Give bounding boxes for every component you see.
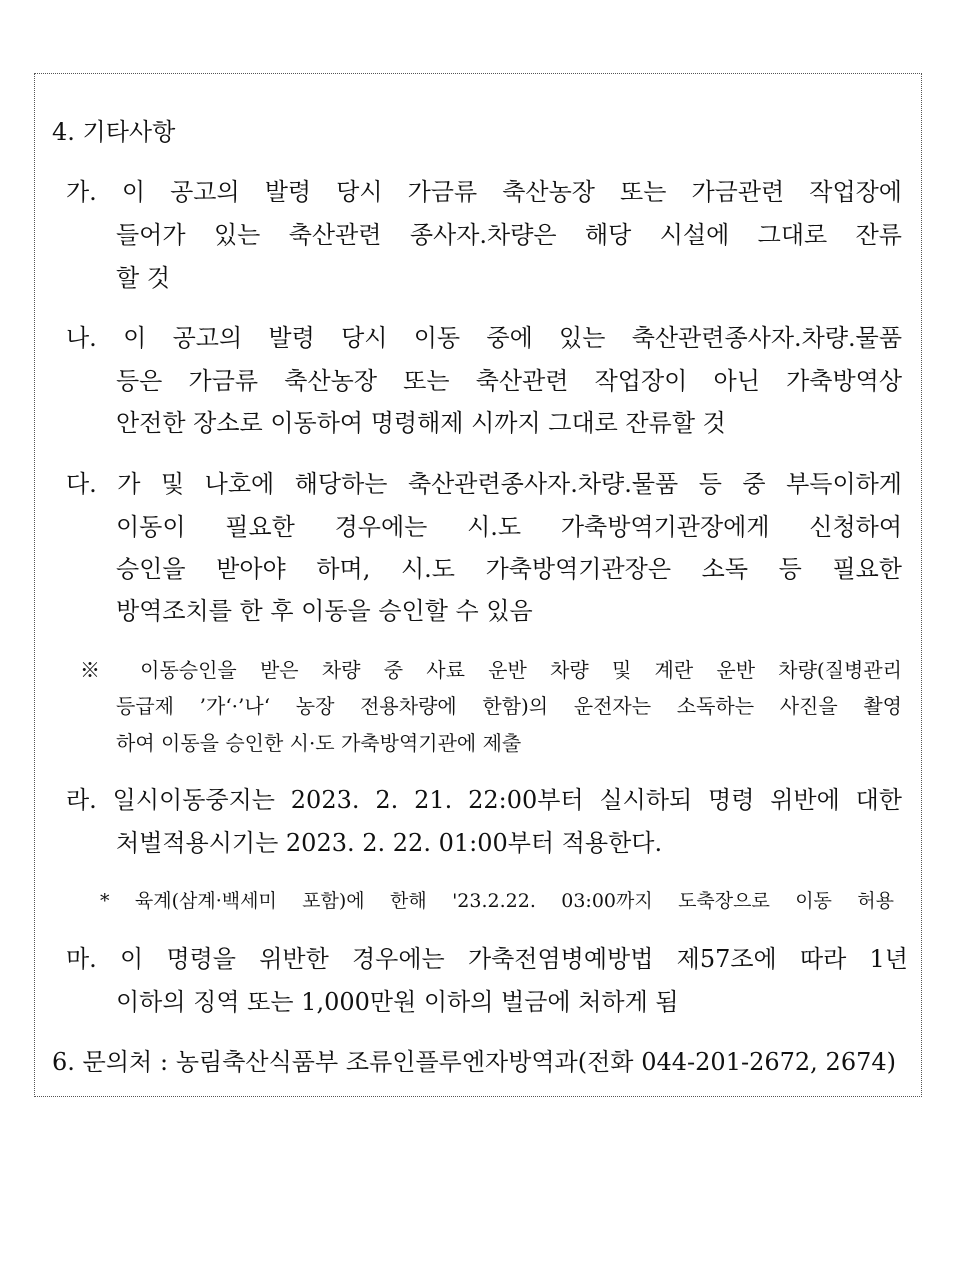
item-ma-line-1: 마. 이 명령을 위반한 경우에는 가축전염병예방법 제57조에 따라 1년 [66, 945, 908, 973]
note-da-line-3: 하여 이동을 승인한 시·도 가축방역기관에 제출 [116, 731, 522, 755]
note-da-line-2: 등급제 ’가‘·’나‘ 농장 전용차량에 한함)의 운전자는 소독하는 사진을 촬영 [116, 694, 902, 718]
item-na-line-2: 등은 가금류 축산농장 또는 축산관련 작업장이 아닌 가축방역상 [116, 367, 902, 395]
item-ra-line-1: 라. 일시이동중지는 2023. 2. 21. 22:00부터 실시하되 명령 위반에 대한 [66, 786, 902, 814]
item-da-line-1: 다. 가 및 나호에 해당하는 축산관련종사자.차량.물품 등 중 부득이하게 [66, 470, 902, 498]
contact-line: 6. 문의처 : 농림축산식품부 조류인플루엔자방역과(전화 044-201-2672, 2674) [52, 1048, 896, 1076]
item-da-line-4: 방역조치를 한 후 이동을 승인할 수 있음 [116, 597, 533, 625]
note-ra: * 육계(삼계·백세미 포함)에 한해 '23.2.22. 03:00까지 도축장으로 이동 허용 [100, 890, 894, 912]
item-da-line-3: 승인을 받아야 하며, 시.도 가축방역기관장은 소독 등 필요한 [116, 555, 902, 583]
item-ga-line-1: 가. 이 공고의 발령 당시 가금류 축산농장 또는 가금관련 작업장에 [66, 178, 902, 206]
item-na-line-3: 안전한 장소로 이동하여 명령해제 시까지 그대로 잔류할 것 [116, 409, 726, 437]
item-ma-line-2: 이하의 징역 또는 1,000만원 이하의 벌금에 처하게 됨 [116, 988, 679, 1016]
item-ga-line-2: 들어가 있는 축산관련 종사자.차량은 해당 시설에 그대로 잔류 [116, 221, 902, 249]
item-da-line-2: 이동이 필요한 경우에는 시.도 가축방역기관장에게 신청하여 [116, 513, 902, 541]
section-heading: 4. 기타사항 [52, 118, 176, 146]
item-ra-line-2: 처벌적용시기는 2023. 2. 22. 01:00부터 적용한다. [116, 829, 663, 857]
item-na-line-1: 나. 이 공고의 발령 당시 이동 중에 있는 축산관련종사자.차량.물품 [66, 324, 902, 352]
note-da-line-1: ※ 이동승인을 받은 차량 중 사료 운반 차량 및 계란 운반 차량(질병관리 [80, 658, 902, 682]
item-ga-line-3: 할 것 [116, 264, 170, 292]
